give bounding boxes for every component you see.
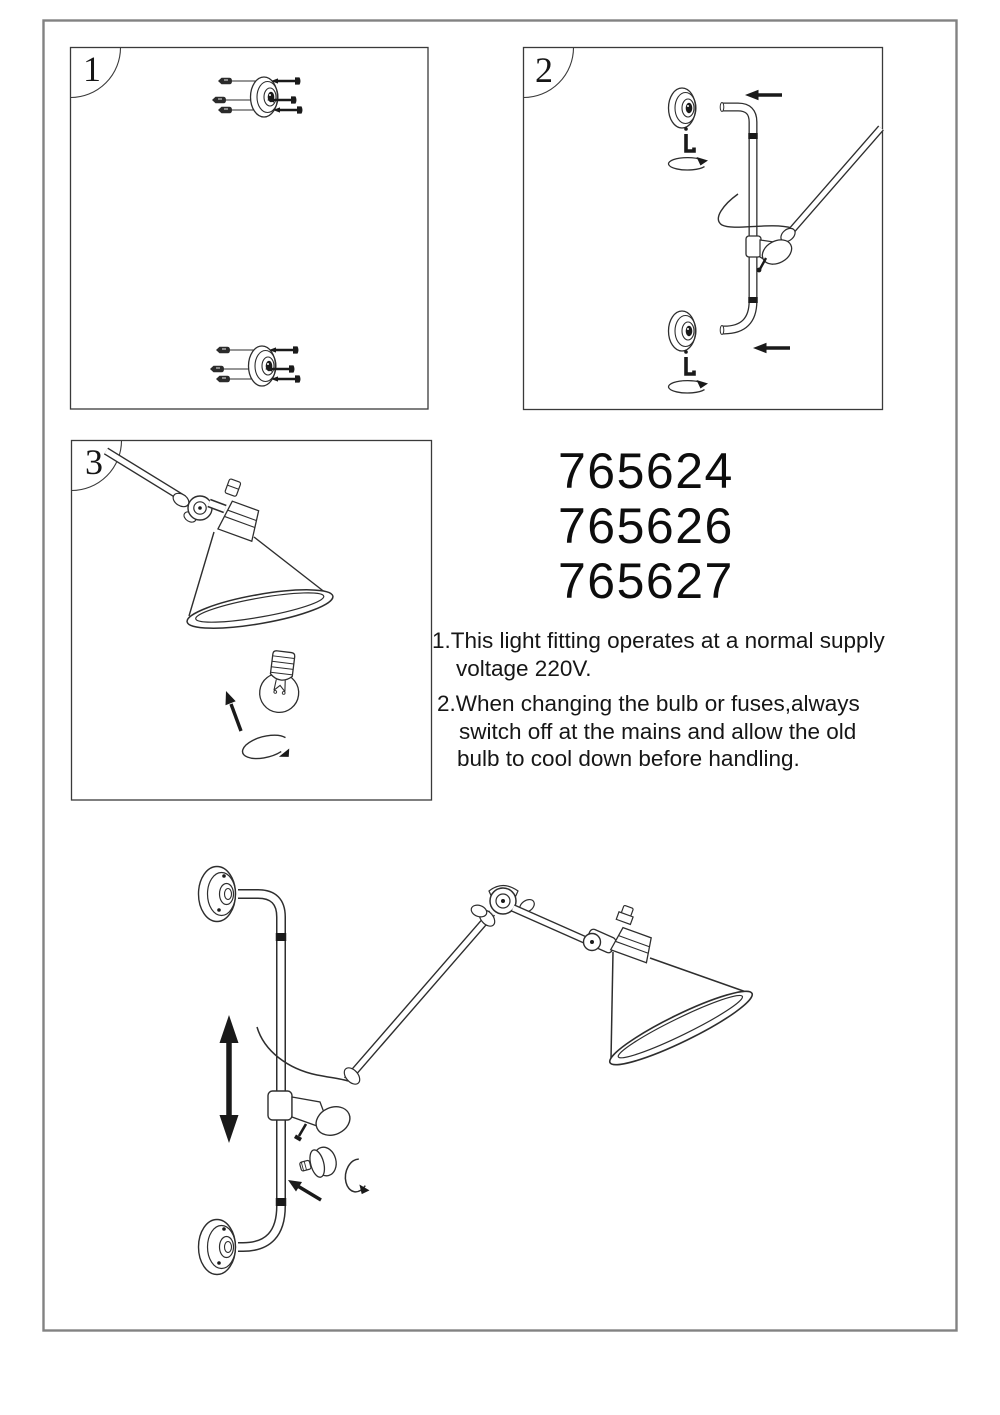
model-number: 765626 <box>558 498 734 554</box>
step3-lamp-head <box>106 451 335 636</box>
wall-flange-bottom <box>199 1220 236 1275</box>
step2-panel <box>524 48 883 410</box>
instruction-line: 2.When changing the bulb or fuses,always <box>437 691 860 716</box>
step2-arrow-top <box>745 90 782 100</box>
step1-panel <box>71 48 429 410</box>
step1-wall-plate-bottom <box>210 346 301 386</box>
model-numbers <box>558 444 734 609</box>
step2-number: 2 <box>535 50 553 90</box>
knob-rotate-arrow <box>343 1157 375 1195</box>
instruction-line: 1.This light fitting operates at a normal supply <box>432 628 885 653</box>
assembled-lamp-diagram <box>199 867 758 1275</box>
wall-flange-top <box>199 867 236 922</box>
step2-bar-tube <box>720 103 753 335</box>
lamp-head <box>604 904 758 1074</box>
instruction-line: bulb to cool down before handling. <box>457 746 800 771</box>
model-number: 765624 <box>558 443 734 499</box>
step2-arrow-bottom <box>753 343 790 353</box>
bar-tube <box>238 894 281 1247</box>
step3-rotate-arrow <box>240 731 291 767</box>
step3-bulb <box>257 649 303 714</box>
step3-number: 3 <box>85 442 103 482</box>
thumbscrew-knob <box>297 1145 339 1182</box>
step2-wall-fix-bottom <box>669 311 709 393</box>
instruction-line: switch off at the mains and allow the old <box>459 719 857 744</box>
step1-wall-plate-top <box>212 77 303 117</box>
step2-wall-fix-top <box>669 88 709 170</box>
power-cable <box>257 1027 348 1081</box>
knob-insert-arrow <box>288 1180 321 1200</box>
step2-carriage-and-arm <box>718 128 881 272</box>
step1-number: 1 <box>83 49 101 89</box>
model-number: 765627 <box>558 553 734 609</box>
slide-up-down-arrow <box>220 1015 239 1143</box>
step3-insert-arrow <box>226 691 242 731</box>
instruction-line: voltage 220V. <box>456 656 592 681</box>
